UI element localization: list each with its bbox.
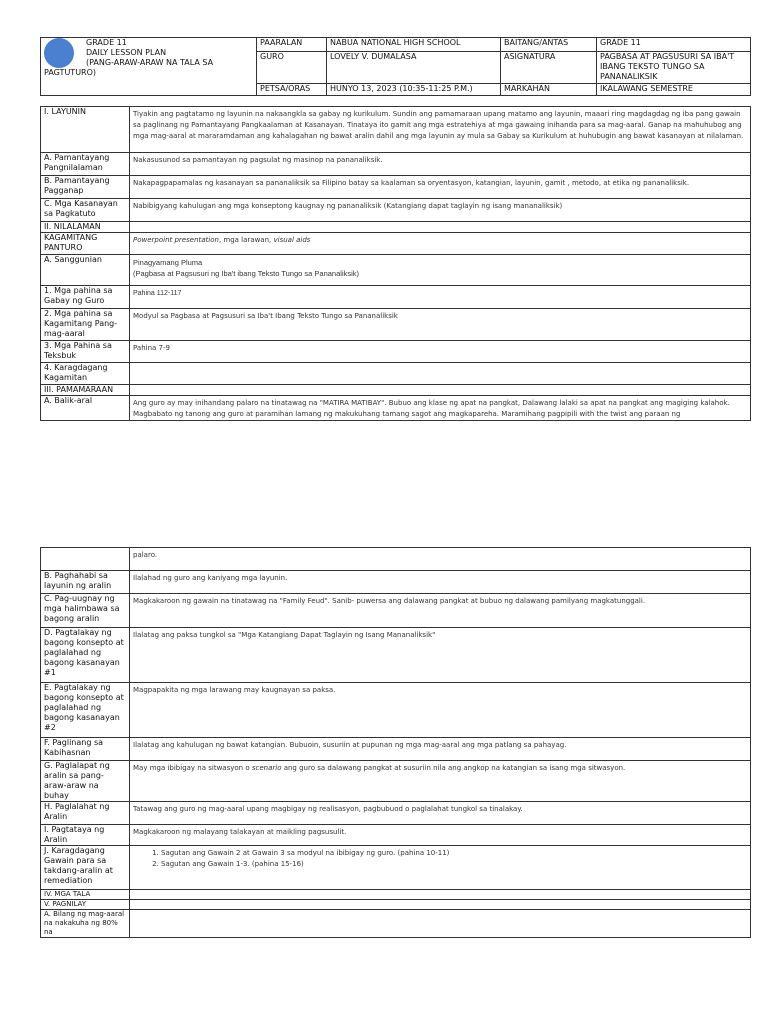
header-value: LOVELY V. DUMALASA — [327, 52, 501, 84]
header-value: HUNYO 13, 2023 (10:35-11:25 P.M.) — [327, 84, 501, 96]
section-label: B. Paghahabi sa layunin ng aralin — [41, 571, 130, 594]
section-value: Nakapagpapamalas ng kasanayan sa pananaliksik sa Filipino batay sa kaalaman sa oryentasyon, katangian, layunin, gamit , metodo, at etika ng pananaliksik. — [130, 176, 751, 199]
section-label: KAGAMITANG PANTURO — [41, 233, 130, 255]
section-label: A. Balik-aral — [41, 396, 130, 421]
section-label: B. Pamantayang Pagganap — [41, 176, 130, 199]
section-label: III. PAMAMARAAN — [41, 385, 130, 396]
section-value: Ilalahad ng guro ang kaniyang mga layunin. — [130, 571, 751, 594]
section-value — [130, 846, 751, 890]
section-value: Powerpoint presentation, mga larawan, visual aids — [130, 233, 751, 255]
section-label: A. Bilang ng mag-aaral na nakakuha ng 80% na — [41, 910, 130, 938]
header-value: NABUA NATIONAL HIGH SCHOOL — [327, 38, 501, 52]
title-line-grade: GRADE 11 — [86, 38, 127, 47]
section-value — [130, 385, 751, 396]
section-label: V. PAGNILAY — [41, 900, 130, 910]
section-label: D. Pagtalakay ng bagong konsepto at paglalahad ng bagong kasanayan #1 — [41, 628, 130, 683]
list-item: 1. Sagutan ang Gawain 2 at Gawain 3 sa modyul na ibibigay ng guro. (pahina 10-11) — [161, 848, 747, 859]
list-item: 2. Sagutan ang Gawain 1-3. (pahina 15-16) — [161, 859, 747, 870]
section-label: E. Pagtalakay ng bagong konsepto at paglalahad ng bagong kasanayan #2 — [41, 683, 130, 738]
section-label: IV. MGA TALA — [41, 890, 130, 900]
section-label: 3. Mga Pahina sa Teksbuk — [41, 341, 130, 363]
reference-line: Pinagyamang Pluma — [133, 258, 203, 267]
section-value: Modyul sa Pagbasa at Pagsusuri sa Iba't Ibang Teksto Tungo sa Pananaliksik — [130, 309, 751, 341]
lesson-table-page2 — [40, 547, 751, 938]
scenario-text: scenario — [251, 764, 282, 772]
title-line-dlp: DAILY LESSON PLAN — [86, 48, 167, 57]
section-value — [130, 890, 751, 900]
section-label: A. Pamantayang Pangnilalaman — [41, 153, 130, 176]
section-label: 4. Karagdagang Kagamitan — [41, 363, 130, 385]
section-value: Nabibigyang kahulugan ang mga konseptong kaugnay ng pananaliksik (Katangiang dapat taglayin ng isang mananaliksik) — [130, 199, 751, 222]
title-line-filipino-cont: PAGTUTURO) — [44, 68, 97, 77]
assignment-list — [133, 848, 747, 870]
plan-title — [44, 38, 253, 78]
header-label: ASIGNATURA — [501, 52, 597, 84]
powerpoint-text: Powerpoint presentation — [133, 236, 219, 244]
header-value: IKALAWANG SEMESTRE — [597, 84, 751, 96]
school-logo — [44, 38, 74, 68]
section-value: Magkakaroon ng gawain na tinatawag na "Family Feud". Sanib- puwersa ang dalawang pangkat at bubuo ng dalawang pamilyang magkatunggali. — [130, 594, 751, 628]
section-label: 1. Mga pahina sa Gabay ng Guro — [41, 286, 130, 309]
section-value: palaro. — [130, 548, 751, 571]
section-value — [130, 222, 751, 233]
header-label: GURO — [257, 52, 327, 84]
section-value: Ang guro ay may inihandang palaro na tinatawag na "MATIRA MATIBAY". Bubuo ang klase ng apat na pangkat, Dalawang lalaki sa apat na pangkat ang magiging kalahok. Magbabato ng tanong ang guro at paramihan lamang ng makukuhang tamang sagot ang magkapareha. Maramihang pagpipili with the twist ang paraan ng — [130, 396, 751, 421]
section-value — [130, 363, 751, 385]
visual-aids-text: visual aids — [273, 236, 311, 244]
section-value — [130, 910, 751, 938]
section-value: Tiyakin ang pagtatamo ng layunin na nakaangkla sa gabay ng kurikulum. Sundin ang pamamaraan upang matamo ang layunin, maaari ring magdagdag ng iba pang gawain sa paglinang ng Pamantayang Pangkaalaman at Kasanayan. Tinataya ito gamit ang mga estratehiya at mga gawaing inihanda para sa mag-aaral. Ganap na mahuhubog ang mga mag-aaral at mararamdaman ang kahalagahan ng bawat aralin dahil ang mga layunin ay mula sa Gabay sa Kurikulum at huhubugin ang bawat kasanayan at nilalaman. — [130, 107, 751, 153]
header-label: PETSA/ORAS — [257, 84, 327, 96]
section-value: Pahina 112-117 — [130, 286, 751, 309]
section-value: May mga ibibigay na sitwasyon o scenario ang guro sa dalawang pangkat at susuriin nila ang angkop na katangian sa isang mga sitwasyon. — [130, 761, 751, 802]
section-value: Pahina 7-9 — [130, 341, 751, 363]
header-label: BAITANG/ANTAS — [501, 38, 597, 52]
section-label: H. Paglalahat ng Aralin — [41, 802, 130, 825]
section-label: C. Pag-uugnay ng mga halimbawa sa bagong aralin — [41, 594, 130, 628]
section-label — [41, 548, 130, 571]
section-value: Magkakaroon ng malayang talakayan at maikling pagsusulit. — [130, 825, 751, 846]
section-label: J. Karagdagang Gawain para sa takdang-aralin at remediation — [41, 846, 130, 890]
reference-line: (Pagbasa at Pagsusuri ng Iba't ibang Teksto Tungo sa Pananaliksik) — [133, 269, 360, 278]
lesson-table-page1 — [40, 106, 751, 421]
section-label: I. LAYUNIN — [41, 107, 130, 153]
section-label: I. Pagtataya ng Aralin — [41, 825, 130, 846]
section-value: Nakasusunod sa pamantayan ng pagsulat ng masinop na pananaliksik. — [130, 153, 751, 176]
section-label: C. Mga Kasanayan sa Pagkatuto — [41, 199, 130, 222]
section-value — [130, 255, 751, 286]
section-value — [130, 900, 751, 910]
section-label: A. Sanggunian — [41, 255, 130, 286]
header-label: PAARALAN — [257, 38, 327, 52]
section-value: Ilalatag ang kahulugan ng bawat katangian. Bubuoin, susuriin at pupunan ng mga mag-aaral ang mga patlang sa pahayag. — [130, 738, 751, 761]
header-value: GRADE 11 — [597, 38, 751, 52]
section-label: II. NILALAMAN — [41, 222, 130, 233]
section-value: Ilalatag ang paksa tungkol sa "Mga Katangiang Dapat Taglayin ng Isang Mananaliksik" — [130, 628, 751, 683]
section-label: F. Paglinang sa Kabihasnan — [41, 738, 130, 761]
section-value: Tatawag ang guro ng mag-aaral upang magbigay ng realisasyon, pagbubuod o paglalahat tungkol sa tinalakay. — [130, 802, 751, 825]
header-table — [40, 37, 751, 96]
header-label: MARKAHAN — [501, 84, 597, 96]
section-value: Magpapakita ng mga larawang may kaugnayan sa paksa. — [130, 683, 751, 738]
school-logo-cell — [41, 38, 257, 96]
header-value: PAGBASA AT PAGSUSURI SA IBA'T IBANG TEKSTO TUNGO SA PANANALIKSIK — [597, 52, 751, 84]
section-label: G. Paglalapat ng aralin sa pang-araw-araw na buhay — [41, 761, 130, 802]
section-label: 2. Mga pahina sa Kagamitang Pang-mag-aaral — [41, 309, 130, 341]
title-line-filipino: (PANG-ARAW-ARAW NA TALA SA — [86, 58, 214, 67]
